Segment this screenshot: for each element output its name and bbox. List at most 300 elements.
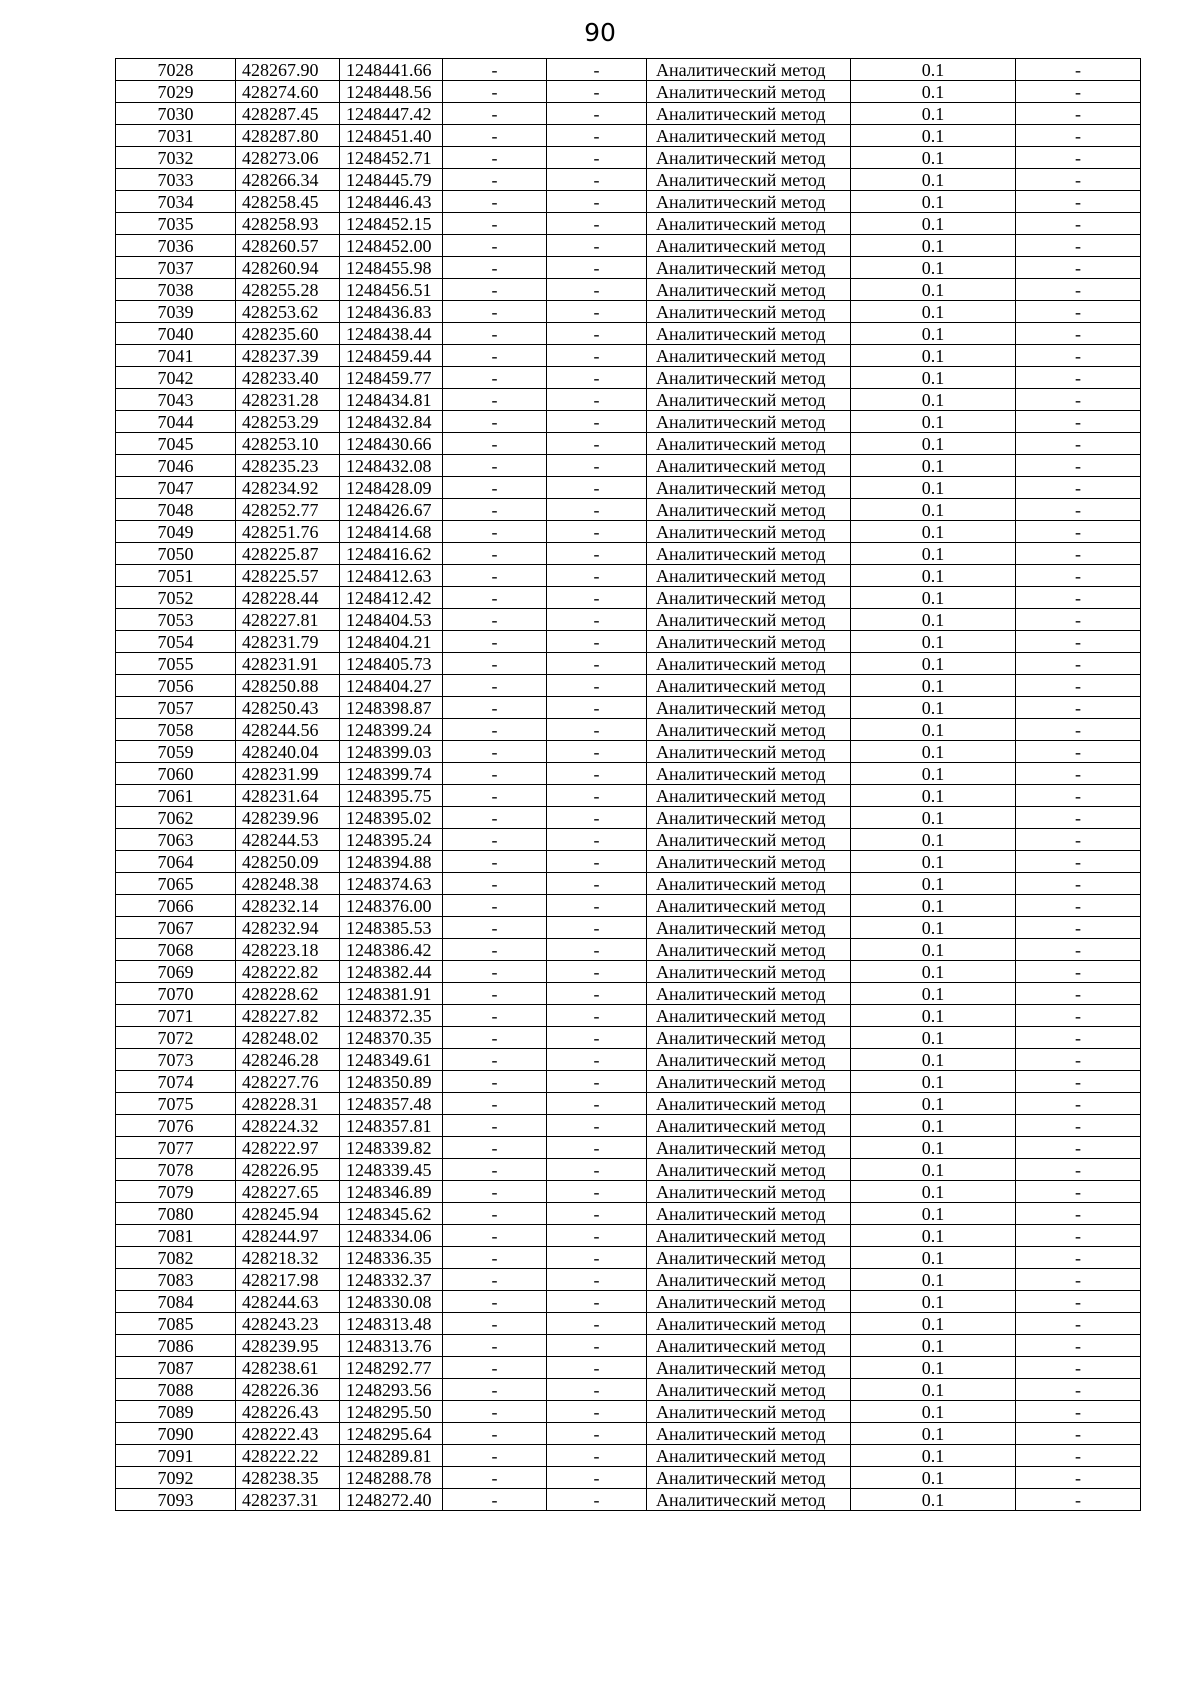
- method-cell: Аналитический метод: [647, 521, 851, 543]
- dash-cell-1: -: [443, 499, 547, 521]
- point-number-cell: 7033: [116, 169, 236, 191]
- table-row: [116, 235, 1141, 257]
- point-number-cell: 7039: [116, 301, 236, 323]
- x-coordinate-cell: 428234.92: [236, 477, 340, 499]
- dash-cell-2: -: [547, 477, 647, 499]
- table-row: [116, 191, 1141, 213]
- method-cell: Аналитический метод: [647, 895, 851, 917]
- method-cell: Аналитический метод: [647, 983, 851, 1005]
- point-number-cell: 7034: [116, 191, 236, 213]
- accuracy-cell: 0.1: [851, 983, 1016, 1005]
- table-row: [116, 983, 1141, 1005]
- dash-cell-2: -: [547, 191, 647, 213]
- table-row: [116, 785, 1141, 807]
- point-number-cell: 7088: [116, 1379, 236, 1401]
- accuracy-cell: 0.1: [851, 785, 1016, 807]
- table-row: [116, 477, 1141, 499]
- x-coordinate-cell: 428258.45: [236, 191, 340, 213]
- method-cell: Аналитический метод: [647, 785, 851, 807]
- table-row: [116, 829, 1141, 851]
- table-row: [116, 367, 1141, 389]
- dash-cell-1: -: [443, 653, 547, 675]
- accuracy-cell: 0.1: [851, 1027, 1016, 1049]
- dash-cell-3: -: [1016, 191, 1141, 213]
- y-coordinate-cell: 1248452.00: [340, 235, 443, 257]
- dash-cell-1: -: [443, 213, 547, 235]
- dash-cell-2: -: [547, 1115, 647, 1137]
- dash-cell-2: -: [547, 1203, 647, 1225]
- dash-cell-2: -: [547, 103, 647, 125]
- method-cell: Аналитический метод: [647, 1247, 851, 1269]
- y-coordinate-cell: 1248372.35: [340, 1005, 443, 1027]
- y-coordinate-cell: 1248456.51: [340, 279, 443, 301]
- accuracy-cell: 0.1: [851, 147, 1016, 169]
- dash-cell-1: -: [443, 1159, 547, 1181]
- dash-cell-1: -: [443, 1489, 547, 1511]
- point-number-cell: 7068: [116, 939, 236, 961]
- x-coordinate-cell: 428252.77: [236, 499, 340, 521]
- point-number-cell: 7065: [116, 873, 236, 895]
- dash-cell-2: -: [547, 1049, 647, 1071]
- y-coordinate-cell: 1248412.42: [340, 587, 443, 609]
- table-row: [116, 169, 1141, 191]
- point-number-cell: 7040: [116, 323, 236, 345]
- x-coordinate-cell: 428260.57: [236, 235, 340, 257]
- y-coordinate-cell: 1248412.63: [340, 565, 443, 587]
- method-cell: Аналитический метод: [647, 1225, 851, 1247]
- dash-cell-3: -: [1016, 939, 1141, 961]
- y-coordinate-cell: 1248339.45: [340, 1159, 443, 1181]
- method-cell: Аналитический метод: [647, 565, 851, 587]
- point-number-cell: 7073: [116, 1049, 236, 1071]
- method-cell: Аналитический метод: [647, 1357, 851, 1379]
- dash-cell-2: -: [547, 499, 647, 521]
- method-cell: Аналитический метод: [647, 829, 851, 851]
- dash-cell-2: -: [547, 411, 647, 433]
- dash-cell-1: -: [443, 103, 547, 125]
- dash-cell-1: -: [443, 675, 547, 697]
- dash-cell-1: -: [443, 763, 547, 785]
- point-number-cell: 7055: [116, 653, 236, 675]
- y-coordinate-cell: 1248334.06: [340, 1225, 443, 1247]
- dash-cell-1: -: [443, 1115, 547, 1137]
- method-cell: Аналитический метод: [647, 939, 851, 961]
- method-cell: Аналитический метод: [647, 1137, 851, 1159]
- accuracy-cell: 0.1: [851, 279, 1016, 301]
- point-number-cell: 7045: [116, 433, 236, 455]
- dash-cell-1: -: [443, 719, 547, 741]
- point-number-cell: 7066: [116, 895, 236, 917]
- accuracy-cell: 0.1: [851, 741, 1016, 763]
- x-coordinate-cell: 428222.82: [236, 961, 340, 983]
- table-row: [116, 1181, 1141, 1203]
- table-row: [116, 565, 1141, 587]
- dash-cell-1: -: [443, 1379, 547, 1401]
- table-row: [116, 125, 1141, 147]
- dash-cell-1: -: [443, 81, 547, 103]
- accuracy-cell: 0.1: [851, 675, 1016, 697]
- dash-cell-2: -: [547, 719, 647, 741]
- dash-cell-3: -: [1016, 653, 1141, 675]
- dash-cell-1: -: [443, 609, 547, 631]
- x-coordinate-cell: 428248.38: [236, 873, 340, 895]
- method-cell: Аналитический метод: [647, 301, 851, 323]
- dash-cell-3: -: [1016, 1071, 1141, 1093]
- table-row: [116, 1005, 1141, 1027]
- point-number-cell: 7038: [116, 279, 236, 301]
- y-coordinate-cell: 1248405.73: [340, 653, 443, 675]
- method-cell: Аналитический метод: [647, 851, 851, 873]
- method-cell: Аналитический метод: [647, 81, 851, 103]
- dash-cell-3: -: [1016, 1401, 1141, 1423]
- accuracy-cell: 0.1: [851, 1379, 1016, 1401]
- dash-cell-3: -: [1016, 1247, 1141, 1269]
- table-row: [116, 279, 1141, 301]
- dash-cell-2: -: [547, 81, 647, 103]
- accuracy-cell: 0.1: [851, 873, 1016, 895]
- dash-cell-3: -: [1016, 873, 1141, 895]
- dash-cell-3: -: [1016, 697, 1141, 719]
- x-coordinate-cell: 428235.60: [236, 323, 340, 345]
- dash-cell-3: -: [1016, 411, 1141, 433]
- coordinates-table: [115, 58, 1141, 1511]
- dash-cell-1: -: [443, 389, 547, 411]
- dash-cell-2: -: [547, 917, 647, 939]
- table-row: [116, 741, 1141, 763]
- dash-cell-3: -: [1016, 763, 1141, 785]
- accuracy-cell: 0.1: [851, 917, 1016, 939]
- method-cell: Аналитический метод: [647, 59, 851, 81]
- dash-cell-1: -: [443, 345, 547, 367]
- accuracy-cell: 0.1: [851, 697, 1016, 719]
- accuracy-cell: 0.1: [851, 1489, 1016, 1511]
- dash-cell-2: -: [547, 697, 647, 719]
- accuracy-cell: 0.1: [851, 1137, 1016, 1159]
- accuracy-cell: 0.1: [851, 1093, 1016, 1115]
- table-row: [116, 301, 1141, 323]
- x-coordinate-cell: 428225.87: [236, 543, 340, 565]
- accuracy-cell: 0.1: [851, 1159, 1016, 1181]
- table-row: [116, 851, 1141, 873]
- x-coordinate-cell: 428248.02: [236, 1027, 340, 1049]
- point-number-cell: 7076: [116, 1115, 236, 1137]
- table-row: [116, 543, 1141, 565]
- x-coordinate-cell: 428245.94: [236, 1203, 340, 1225]
- dash-cell-3: -: [1016, 367, 1141, 389]
- x-coordinate-cell: 428222.43: [236, 1423, 340, 1445]
- dash-cell-2: -: [547, 433, 647, 455]
- dash-cell-2: -: [547, 257, 647, 279]
- y-coordinate-cell: 1248386.42: [340, 939, 443, 961]
- dash-cell-2: -: [547, 1093, 647, 1115]
- accuracy-cell: 0.1: [851, 543, 1016, 565]
- x-coordinate-cell: 428273.06: [236, 147, 340, 169]
- x-coordinate-cell: 428251.76: [236, 521, 340, 543]
- table-row: [116, 1269, 1141, 1291]
- x-coordinate-cell: 428237.31: [236, 1489, 340, 1511]
- accuracy-cell: 0.1: [851, 1203, 1016, 1225]
- dash-cell-1: -: [443, 1049, 547, 1071]
- point-number-cell: 7070: [116, 983, 236, 1005]
- y-coordinate-cell: 1248395.02: [340, 807, 443, 829]
- x-coordinate-cell: 428233.40: [236, 367, 340, 389]
- x-coordinate-cell: 428266.34: [236, 169, 340, 191]
- dash-cell-2: -: [547, 1225, 647, 1247]
- x-coordinate-cell: 428235.23: [236, 455, 340, 477]
- point-number-cell: 7085: [116, 1313, 236, 1335]
- accuracy-cell: 0.1: [851, 1423, 1016, 1445]
- dash-cell-1: -: [443, 565, 547, 587]
- table-row: [116, 587, 1141, 609]
- method-cell: Аналитический метод: [647, 1401, 851, 1423]
- table-row: [116, 1247, 1141, 1269]
- dash-cell-3: -: [1016, 1093, 1141, 1115]
- x-coordinate-cell: 428250.88: [236, 675, 340, 697]
- page-number: 90: [584, 18, 616, 47]
- dash-cell-1: -: [443, 1247, 547, 1269]
- method-cell: Аналитический метод: [647, 1269, 851, 1291]
- dash-cell-1: -: [443, 125, 547, 147]
- table-row: [116, 1313, 1141, 1335]
- dash-cell-3: -: [1016, 521, 1141, 543]
- y-coordinate-cell: 1248346.89: [340, 1181, 443, 1203]
- x-coordinate-cell: 428231.99: [236, 763, 340, 785]
- x-coordinate-cell: 428238.61: [236, 1357, 340, 1379]
- y-coordinate-cell: 1248313.76: [340, 1335, 443, 1357]
- dash-cell-2: -: [547, 895, 647, 917]
- method-cell: Аналитический метод: [647, 1181, 851, 1203]
- y-coordinate-cell: 1248349.61: [340, 1049, 443, 1071]
- x-coordinate-cell: 428244.97: [236, 1225, 340, 1247]
- dash-cell-1: -: [443, 983, 547, 1005]
- dash-cell-1: -: [443, 235, 547, 257]
- method-cell: Аналитический метод: [647, 411, 851, 433]
- method-cell: Аналитический метод: [647, 455, 851, 477]
- point-number-cell: 7060: [116, 763, 236, 785]
- accuracy-cell: 0.1: [851, 939, 1016, 961]
- dash-cell-3: -: [1016, 1181, 1141, 1203]
- dash-cell-1: -: [443, 191, 547, 213]
- accuracy-cell: 0.1: [851, 719, 1016, 741]
- point-number-cell: 7031: [116, 125, 236, 147]
- table-row: [116, 389, 1141, 411]
- y-coordinate-cell: 1248430.66: [340, 433, 443, 455]
- dash-cell-3: -: [1016, 1335, 1141, 1357]
- dash-cell-3: -: [1016, 1467, 1141, 1489]
- accuracy-cell: 0.1: [851, 499, 1016, 521]
- dash-cell-3: -: [1016, 1159, 1141, 1181]
- dash-cell-2: -: [547, 829, 647, 851]
- dash-cell-2: -: [547, 1489, 647, 1511]
- dash-cell-2: -: [547, 1467, 647, 1489]
- y-coordinate-cell: 1248357.81: [340, 1115, 443, 1137]
- x-coordinate-cell: 428243.23: [236, 1313, 340, 1335]
- x-coordinate-cell: 428227.82: [236, 1005, 340, 1027]
- dash-cell-2: -: [547, 1379, 647, 1401]
- table-row: [116, 961, 1141, 983]
- dash-cell-1: -: [443, 1071, 547, 1093]
- y-coordinate-cell: 1248339.82: [340, 1137, 443, 1159]
- table-row: [116, 1423, 1141, 1445]
- dash-cell-2: -: [547, 983, 647, 1005]
- point-number-cell: 7078: [116, 1159, 236, 1181]
- accuracy-cell: 0.1: [851, 323, 1016, 345]
- dash-cell-1: -: [443, 411, 547, 433]
- point-number-cell: 7064: [116, 851, 236, 873]
- table-row: [116, 499, 1141, 521]
- dash-cell-2: -: [547, 1401, 647, 1423]
- accuracy-cell: 0.1: [851, 1291, 1016, 1313]
- table-row: [116, 345, 1141, 367]
- dash-cell-2: -: [547, 763, 647, 785]
- point-number-cell: 7089: [116, 1401, 236, 1423]
- dash-cell-1: -: [443, 851, 547, 873]
- x-coordinate-cell: 428222.97: [236, 1137, 340, 1159]
- x-coordinate-cell: 428258.93: [236, 213, 340, 235]
- point-number-cell: 7091: [116, 1445, 236, 1467]
- accuracy-cell: 0.1: [851, 1335, 1016, 1357]
- x-coordinate-cell: 428260.94: [236, 257, 340, 279]
- accuracy-cell: 0.1: [851, 631, 1016, 653]
- dash-cell-3: -: [1016, 785, 1141, 807]
- dash-cell-3: -: [1016, 169, 1141, 191]
- dash-cell-2: -: [547, 1445, 647, 1467]
- y-coordinate-cell: 1248459.44: [340, 345, 443, 367]
- x-coordinate-cell: 428231.79: [236, 631, 340, 653]
- dash-cell-1: -: [443, 169, 547, 191]
- dash-cell-3: -: [1016, 829, 1141, 851]
- table-row: [116, 1115, 1141, 1137]
- method-cell: Аналитический метод: [647, 961, 851, 983]
- dash-cell-1: -: [443, 697, 547, 719]
- dash-cell-2: -: [547, 1005, 647, 1027]
- accuracy-cell: 0.1: [851, 653, 1016, 675]
- table-row: [116, 1445, 1141, 1467]
- y-coordinate-cell: 1248404.53: [340, 609, 443, 631]
- dash-cell-3: -: [1016, 609, 1141, 631]
- point-number-cell: 7053: [116, 609, 236, 631]
- point-number-cell: 7080: [116, 1203, 236, 1225]
- method-cell: Аналитический метод: [647, 103, 851, 125]
- method-cell: Аналитический метод: [647, 389, 851, 411]
- dash-cell-2: -: [547, 609, 647, 631]
- table-row: [116, 213, 1141, 235]
- method-cell: Аналитический метод: [647, 587, 851, 609]
- x-coordinate-cell: 428231.91: [236, 653, 340, 675]
- accuracy-cell: 0.1: [851, 829, 1016, 851]
- x-coordinate-cell: 428218.32: [236, 1247, 340, 1269]
- dash-cell-1: -: [443, 1093, 547, 1115]
- x-coordinate-cell: 428246.28: [236, 1049, 340, 1071]
- dash-cell-3: -: [1016, 1027, 1141, 1049]
- accuracy-cell: 0.1: [851, 1313, 1016, 1335]
- dash-cell-3: -: [1016, 257, 1141, 279]
- x-coordinate-cell: 428267.90: [236, 59, 340, 81]
- dash-cell-3: -: [1016, 1137, 1141, 1159]
- table-row: [116, 1071, 1141, 1093]
- dash-cell-1: -: [443, 829, 547, 851]
- dash-cell-3: -: [1016, 587, 1141, 609]
- table-row: [116, 1335, 1141, 1357]
- y-coordinate-cell: 1248447.42: [340, 103, 443, 125]
- point-number-cell: 7049: [116, 521, 236, 543]
- accuracy-cell: 0.1: [851, 1225, 1016, 1247]
- dash-cell-3: -: [1016, 147, 1141, 169]
- dash-cell-3: -: [1016, 983, 1141, 1005]
- accuracy-cell: 0.1: [851, 1247, 1016, 1269]
- dash-cell-2: -: [547, 345, 647, 367]
- method-cell: Аналитический метод: [647, 1445, 851, 1467]
- dash-cell-2: -: [547, 851, 647, 873]
- table-row: [116, 1291, 1141, 1313]
- table-row: [116, 609, 1141, 631]
- y-coordinate-cell: 1248432.84: [340, 411, 443, 433]
- dash-cell-1: -: [443, 1269, 547, 1291]
- y-coordinate-cell: 1248370.35: [340, 1027, 443, 1049]
- accuracy-cell: 0.1: [851, 59, 1016, 81]
- method-cell: Аналитический метод: [647, 477, 851, 499]
- dash-cell-2: -: [547, 939, 647, 961]
- point-number-cell: 7043: [116, 389, 236, 411]
- x-coordinate-cell: 428250.43: [236, 697, 340, 719]
- dash-cell-3: -: [1016, 741, 1141, 763]
- accuracy-cell: 0.1: [851, 895, 1016, 917]
- method-cell: Аналитический метод: [647, 873, 851, 895]
- accuracy-cell: 0.1: [851, 1401, 1016, 1423]
- y-coordinate-cell: 1248436.83: [340, 301, 443, 323]
- dash-cell-3: -: [1016, 213, 1141, 235]
- method-cell: Аналитический метод: [647, 807, 851, 829]
- dash-cell-3: -: [1016, 1049, 1141, 1071]
- method-cell: Аналитический метод: [647, 323, 851, 345]
- y-coordinate-cell: 1248404.21: [340, 631, 443, 653]
- dash-cell-2: -: [547, 961, 647, 983]
- dash-cell-3: -: [1016, 279, 1141, 301]
- point-number-cell: 7079: [116, 1181, 236, 1203]
- method-cell: Аналитический метод: [647, 345, 851, 367]
- dash-cell-1: -: [443, 939, 547, 961]
- dash-cell-1: -: [443, 807, 547, 829]
- dash-cell-2: -: [547, 1335, 647, 1357]
- dash-cell-1: -: [443, 741, 547, 763]
- point-number-cell: 7046: [116, 455, 236, 477]
- dash-cell-1: -: [443, 1445, 547, 1467]
- point-number-cell: 7062: [116, 807, 236, 829]
- dash-cell-1: -: [443, 1181, 547, 1203]
- point-number-cell: 7057: [116, 697, 236, 719]
- table-row: [116, 653, 1141, 675]
- point-number-cell: 7028: [116, 59, 236, 81]
- method-cell: Аналитический метод: [647, 1005, 851, 1027]
- x-coordinate-cell: 428226.95: [236, 1159, 340, 1181]
- dash-cell-3: -: [1016, 477, 1141, 499]
- x-coordinate-cell: 428253.10: [236, 433, 340, 455]
- dash-cell-3: -: [1016, 59, 1141, 81]
- point-number-cell: 7051: [116, 565, 236, 587]
- y-coordinate-cell: 1248374.63: [340, 873, 443, 895]
- accuracy-cell: 0.1: [851, 807, 1016, 829]
- accuracy-cell: 0.1: [851, 1269, 1016, 1291]
- dash-cell-3: -: [1016, 631, 1141, 653]
- y-coordinate-cell: 1248350.89: [340, 1071, 443, 1093]
- table-row: [116, 873, 1141, 895]
- dash-cell-2: -: [547, 213, 647, 235]
- accuracy-cell: 0.1: [851, 301, 1016, 323]
- table-row: [116, 1159, 1141, 1181]
- x-coordinate-cell: 428231.28: [236, 389, 340, 411]
- method-cell: Аналитический метод: [647, 1489, 851, 1511]
- table-row: [116, 455, 1141, 477]
